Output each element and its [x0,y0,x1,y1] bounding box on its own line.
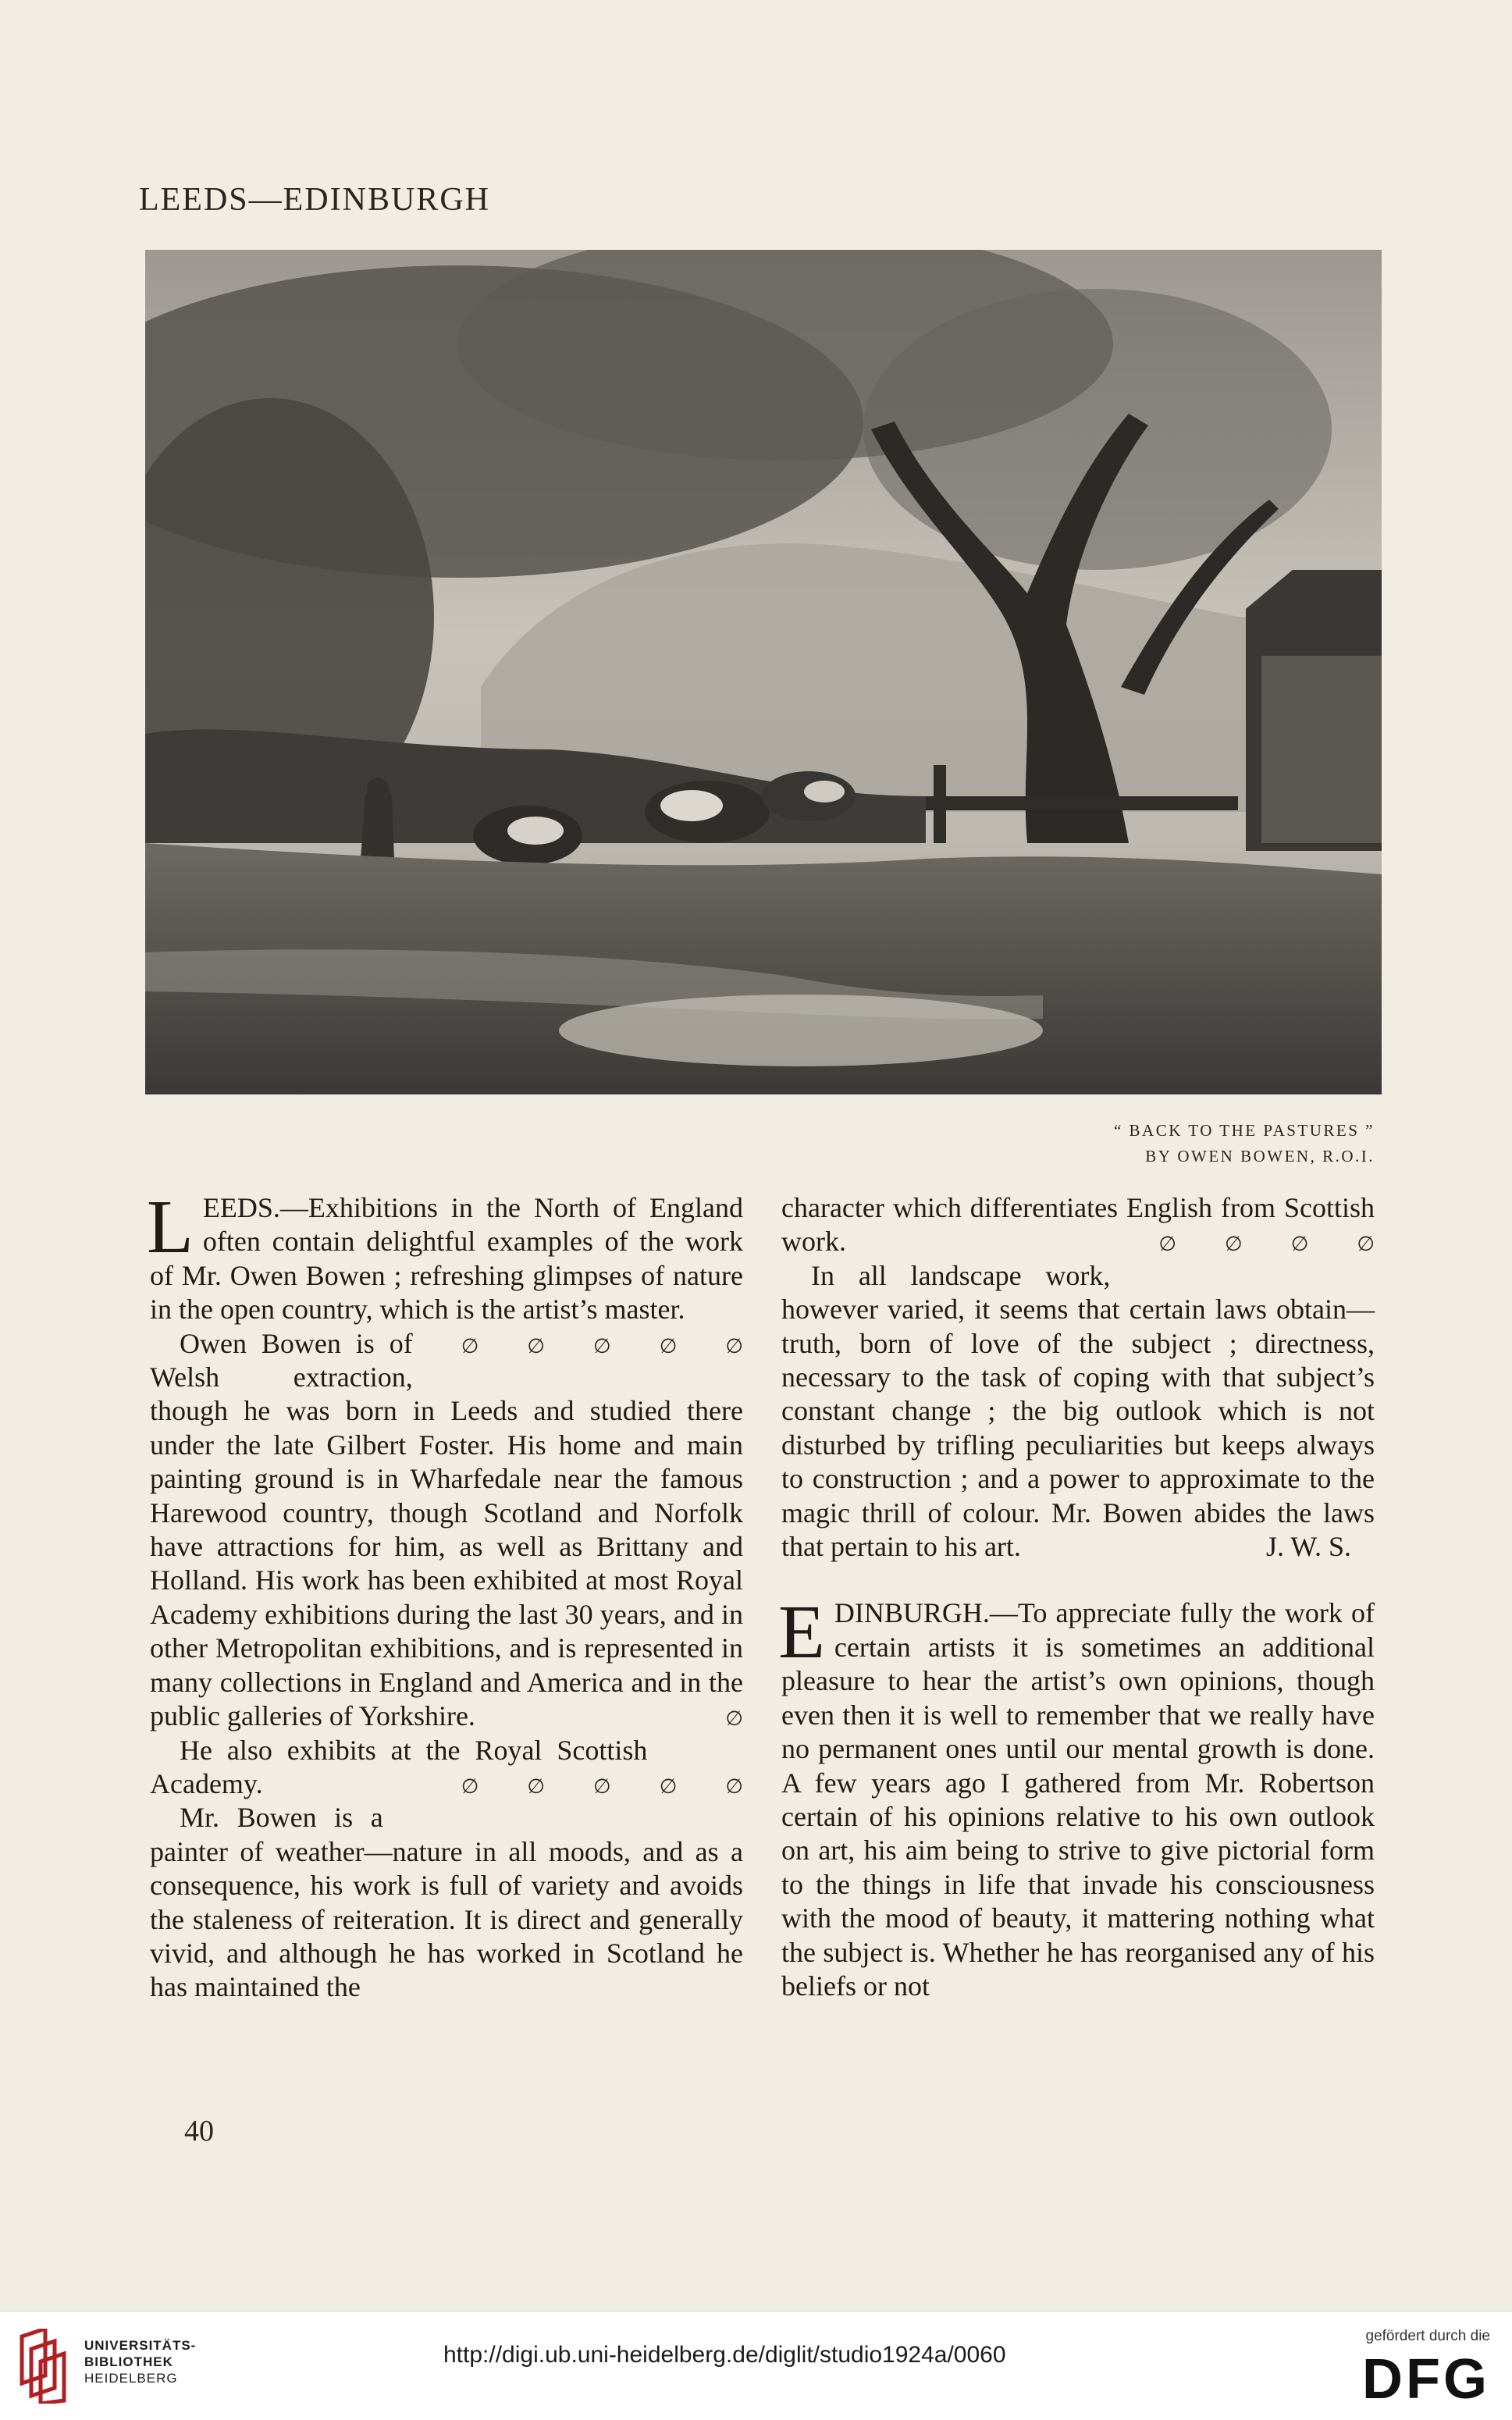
leaf-ornament-icon: ∅ [1290,1233,1309,1256]
leeds-paragraph-4 [150,1801,743,2004]
leeds-paragraph-5-text: character which differentiates English from Scottish work. [781,1192,1375,1258]
author-signature: J. W. S. [1265,1531,1351,1563]
painting-image [145,250,1382,1094]
dfg-logo: DFG [1362,2348,1490,2411]
leeds-paragraph-3-text: He also exhibits at the Royal Scottish Academy. [150,1734,648,1799]
library-name-line-2: BIBLIOTHEK [84,2354,173,2369]
caption-artist: BY OWEN BOWEN, R.O.I. [1145,1147,1375,1166]
leaf-ornament-icon: ∅ [1158,1233,1177,1256]
drop-cap-l: L [147,1185,194,1269]
right-column [778,1191,1375,2003]
left-column [147,1185,743,2005]
library-name-line-3: HEIDELBERG [84,2371,178,2386]
leeds-paragraph-3 [150,1734,743,1802]
leeds-paragraph-6-text: In all landscape work, however varied, it seems that certain laws obtain—truth, born of love of the subject ; directness, necessary to the task of coping with that subject’s constant change ; the big outlook which is not disturbed by trifling peculiarities but keeps always to construction ; and a power to approximate to the magic thrill of colour. Mr. Bowen abides the laws that pertain to his art. [781,1259,1375,1563]
ornament-row [383,1767,743,1803]
leeds-paragraph-5 [781,1191,1375,1259]
edinburgh-paragraph-1-text: DINBURGH.—To appreciate fully the work of certain artists it is sometimes an additional pleasure to hear the artist’s own opinions, though even then it is well to remember that we really have no permanent ones until our mental growth is done. A few years ago I gathered from Mr. Robertson certain of his opinions relative to his own outlook on art, his aim being to strive to give pictorial form to the things in life that invade his consciousness with the mood of beauty, it mattering nothing what the subject is. Whether he has reorganised any of his beliefs or not [781,1597,1375,2002]
leeds-paragraph-2 [150,1327,743,1734]
leaf-ornament-icon: ∅ [527,1774,546,1798]
leeds-paragraph-6 [781,1259,1375,1564]
digital-copy-url[interactable]: http://digi.ub.uni-heidelberg.de/diglit/studio1924a/0060 [443,2342,1006,2368]
drop-cap-e: E [778,1590,825,1675]
leaf-ornament-icon: ∅ [593,1774,611,1798]
running-head: LEEDS—EDINBURGH [139,182,490,218]
leaf-ornament-icon: ∅ [1225,1233,1243,1256]
leeds-paragraph-1 [147,1185,743,1358]
edinburgh-paragraph-1 [778,1590,1375,2003]
leaf-ornament-icon: ∅ [725,1334,743,1358]
leaf-ornament-icon: ∅ [659,1774,678,1798]
library-name-line-1: UNIVERSITÄTS- [84,2338,197,2353]
funding-note: gefördert durch die [1365,2328,1490,2344]
library-name [84,2337,196,2386]
leaf-ornament-icon: ∅ [527,1334,546,1358]
leaf-ornament-icon: ∅ [659,1334,678,1358]
leeds-paragraph-1-text: EEDS.—Exhibitions in the North of England often contain delightful examples of the work of Mr. Owen Bowen ; refreshing glimpses of nature in the open country, which is the artist’s master. [150,1192,743,1326]
ornament-row [1110,1225,1375,1261]
caption-title: “ BACK TO THE PASTURES ” [1113,1121,1375,1140]
leaf-ornament-icon: ∅ [725,1774,743,1798]
leaf-ornament-icon: ∅ [1357,1233,1375,1256]
ornament-row [413,1327,743,1363]
leaf-ornament-icon: ∅ [725,1707,743,1731]
leaf-ornament-icon: ∅ [593,1334,611,1358]
leeds-paragraph-4-text: Mr. Bowen is a painter of weather—nature in all moods, and as a consequence, his work is full of variety and avoids the staleness of reiteration. It is direct and generally vivid, and although he has worked in Scotland he has maintained the [150,1802,743,2003]
leaf-ornament-icon: ∅ [461,1334,479,1358]
plate-caption [1114,1118,1375,1169]
leaf-ornament-icon: ∅ [461,1774,479,1798]
library-logo-icon [14,2329,75,2404]
leeds-paragraph-2-text: Owen Bowen is of Welsh extraction, though he was born in Leeds and studied there under the late Gilbert Foster. His home and main painting ground is in Wharfedale near the famous Harewood country, though Scotland and Norfolk have attractions for him, as well as Brittany and Holland. His work has been exhibited at most Royal Academy exhibitions during the last 30 years, and in other Metropolitan exhibitions, and is represented in many collections in England and America and in the public galleries of Yorkshire. [150,1327,743,1732]
ornament-row [647,1699,743,1735]
painting-plate [145,250,1382,1094]
page-number: 40 [184,2115,214,2148]
